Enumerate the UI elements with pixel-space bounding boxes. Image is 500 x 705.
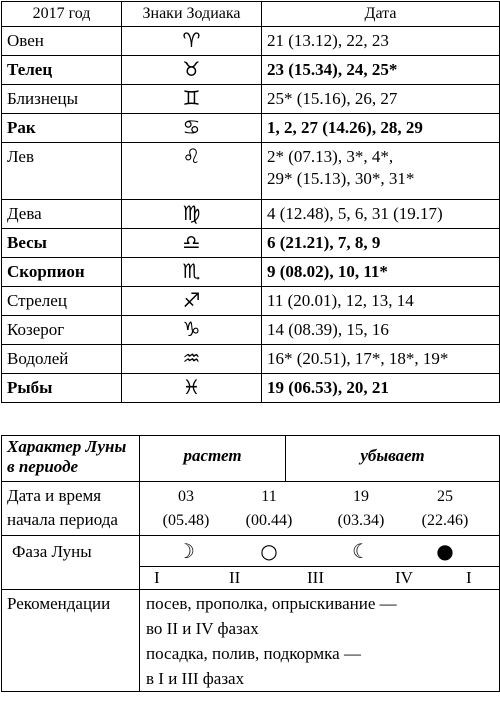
sign-name: Лев	[2, 143, 122, 200]
period-day: 25	[437, 488, 453, 505]
scorpio-icon: ♏	[122, 258, 262, 287]
moon-character-label-line: Характер Луны	[7, 437, 127, 456]
sign-name: Рыбы	[2, 374, 122, 403]
recommendation-line: во II и IV фазах	[146, 619, 259, 638]
waning-crescent-icon: ☾	[352, 539, 370, 563]
sign-name: Овен	[2, 27, 122, 56]
table-row	[2, 229, 500, 258]
period-time: (22.46)	[421, 512, 469, 529]
cancer-icon: ♋	[122, 114, 262, 143]
capricorn-icon: ♑	[122, 316, 262, 345]
virgo-icon: ♍	[122, 200, 262, 229]
period-time: (00.44)	[245, 512, 293, 529]
sign-dates: 4 (12.48), 5, 6, 31 (19.17)	[262, 200, 500, 229]
sign-dates: 16* (20.51), 17*, 18*, 19*	[262, 345, 500, 374]
waning-label: убывает	[286, 436, 500, 482]
sign-name: Водолей	[2, 345, 122, 374]
table-row	[2, 258, 500, 287]
sign-dates-line: 29* (15.13), 30*, 31*	[267, 169, 415, 188]
period-4	[405, 485, 485, 533]
waxing-crescent-icon: ☽	[177, 539, 195, 563]
sign-dates: 9 (08.02), 10, 11*	[262, 258, 500, 287]
zodiac-header-row	[2, 2, 500, 27]
moon-character-label-line: в периоде	[7, 457, 79, 476]
sign-name: Весы	[2, 229, 122, 258]
table-row	[2, 143, 500, 200]
new-moon-filled-icon: ●	[436, 539, 454, 563]
period-dates-label-line: начала периода	[7, 510, 118, 529]
period-time: (05.48)	[162, 512, 210, 529]
date-header: Дата	[262, 2, 500, 27]
gemini-icon: ♊	[122, 85, 262, 114]
period-day: 19	[353, 488, 369, 505]
sign-dates: 19 (06.53), 20, 21	[262, 374, 500, 403]
table-row	[2, 114, 500, 143]
sign-dates: 1, 2, 27 (14.26), 28, 29	[262, 114, 500, 143]
recommendation-line: в I и III фазах	[146, 669, 245, 688]
period-dates-label	[2, 482, 140, 536]
moon-character-row	[2, 436, 500, 482]
table-row	[2, 56, 500, 85]
sign-dates: 6 (21.21), 7, 8, 9	[262, 229, 500, 258]
recommendation-line: посадка, полив, подкормка —	[146, 644, 361, 663]
sign-dates: 23 (15.34), 24, 25*	[262, 56, 500, 85]
sign-name: Козерог	[2, 316, 122, 345]
aries-icon: ♈	[122, 27, 262, 56]
moon-calendar-table	[1, 435, 500, 692]
phase-number: I	[154, 568, 160, 587]
recommendations-label: Рекомендации	[2, 590, 140, 692]
aquarius-icon: ♒	[122, 345, 262, 374]
sign-dates	[262, 143, 500, 200]
growing-label: растет	[140, 436, 286, 482]
leo-icon: ♌	[122, 143, 262, 200]
sign-dates: 21 (13.12), 22, 23	[262, 27, 500, 56]
table-row	[2, 316, 500, 345]
table-row	[2, 345, 500, 374]
table-row	[2, 200, 500, 229]
year-header: 2017 год	[2, 2, 122, 27]
phase-number: IV	[395, 568, 413, 587]
sign-dates: 11 (20.01), 12, 13, 14	[262, 287, 500, 316]
recommendations-text	[140, 590, 500, 692]
period-day: 03	[178, 488, 194, 505]
sign-name: Телец	[2, 56, 122, 85]
period-1	[146, 485, 226, 533]
sagittarius-icon: ♐	[122, 287, 262, 316]
table-row	[2, 27, 500, 56]
table-row	[2, 374, 500, 403]
period-dates-label-line: Дата и время	[7, 486, 102, 505]
sign-name: Стрелец	[2, 287, 122, 316]
period-day: 11	[261, 488, 277, 505]
taurus-icon: ♉	[122, 56, 262, 85]
moon-phase-label: Фаза Луны	[2, 536, 140, 590]
pisces-icon: ♓	[122, 374, 262, 403]
recommendations-row	[2, 590, 500, 692]
period-2	[229, 485, 309, 533]
moon-phase-icons	[140, 536, 500, 567]
sign-dates-line: 2* (07.13), 3*, 4*,	[267, 147, 394, 166]
moon-phase-row	[2, 536, 500, 567]
phase-number: I	[466, 568, 472, 587]
period-3	[321, 485, 401, 533]
recommendation-line: посев, прополка, опрыскивание —	[146, 594, 397, 613]
sign-name: Дева	[2, 200, 122, 229]
phase-number: II	[229, 568, 241, 587]
zodiac-table	[1, 1, 500, 403]
period-dates-row	[2, 482, 500, 536]
signs-header: Знаки Зодиака	[122, 2, 262, 27]
sign-dates: 14 (08.39), 15, 16	[262, 316, 500, 345]
phase-number: III	[307, 568, 324, 587]
moon-character-label	[2, 436, 140, 482]
sign-name: Рак	[2, 114, 122, 143]
sign-name: Скорпион	[2, 258, 122, 287]
sign-name: Близнецы	[2, 85, 122, 114]
phase-numbers	[140, 567, 500, 590]
period-time: (03.34)	[337, 512, 385, 529]
full-moon-outline-icon: ○	[260, 539, 278, 563]
table-row	[2, 287, 500, 316]
libra-icon: ♎	[122, 229, 262, 258]
sign-dates: 25* (15.16), 26, 27	[262, 85, 500, 114]
period-dates-cell	[140, 482, 500, 536]
table-row	[2, 85, 500, 114]
